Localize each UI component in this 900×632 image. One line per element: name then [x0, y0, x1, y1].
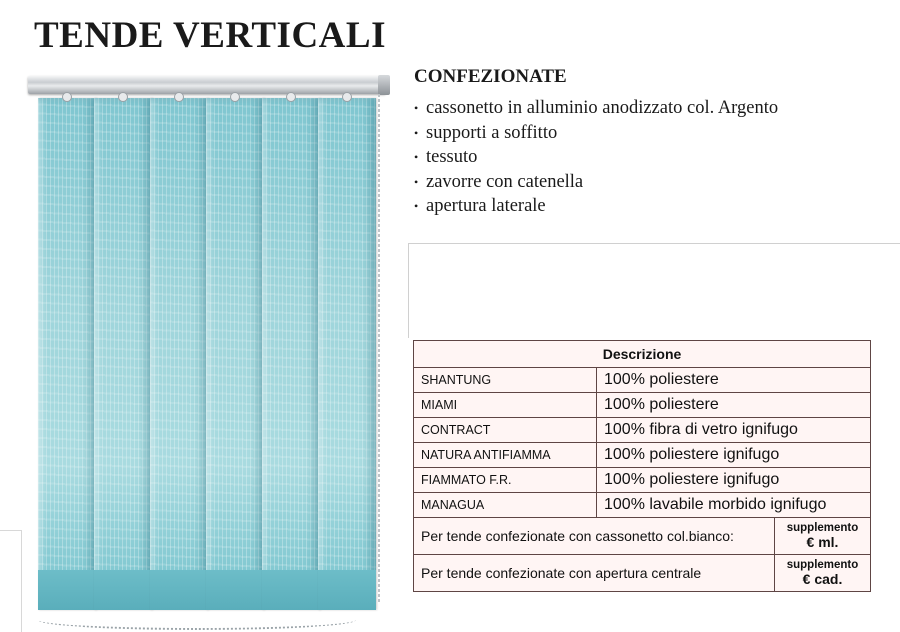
table-header: Descrizione [414, 341, 871, 368]
table-row [414, 368, 871, 393]
feature-list [414, 96, 778, 219]
table-row [414, 393, 871, 418]
fabric-description: 100% poliestere ignifugo [597, 443, 871, 468]
fabric-description: 100% poliestere [597, 368, 871, 393]
page-title: TENDE VERTICALI [34, 15, 386, 56]
blank-frame [408, 243, 900, 338]
table-row [414, 443, 871, 468]
feature-text: apertura laterale [426, 196, 546, 217]
fabric-description: 100% lavabile morbido ignifugo [597, 493, 871, 518]
bottom-chain [38, 610, 356, 630]
blind-slat [150, 98, 208, 610]
fabric-table [413, 340, 871, 592]
slat-hook [230, 92, 240, 102]
slat-hook [118, 92, 128, 102]
corner-frame [0, 530, 22, 632]
supplement-unit: € ml. [806, 533, 839, 550]
bullet-icon: • [414, 125, 419, 140]
slat-hook [342, 92, 352, 102]
fabric-description: 100% fibra di vetro ignifugo [597, 418, 871, 443]
fabric-name: CONTRACT [414, 418, 597, 443]
feature-text: cassonetto in alluminio anodizzato col. Argento [426, 98, 779, 118]
supplement-cell [775, 518, 871, 555]
feature-item [414, 145, 778, 170]
fabric-description: 100% poliestere ignifugo [597, 468, 871, 493]
fabric-name: SHANTUNG [414, 368, 597, 393]
supplement-label: supplemento [786, 558, 859, 571]
fabric-name: NATURA ANTIFIAMMA [414, 443, 597, 468]
section-heading: CONFEZIONATE [414, 66, 567, 87]
headrail-cap [378, 75, 390, 95]
slat-hook [286, 92, 296, 102]
bullet-icon: • [414, 101, 419, 115]
blind-slat [262, 98, 320, 610]
feature-item [414, 96, 778, 121]
slat-hook [62, 92, 72, 102]
feature-text: supporti a soffitto [426, 122, 558, 143]
feature-item [414, 194, 778, 219]
bullet-icon: • [414, 150, 419, 165]
fabric-description: 100% poliestere [597, 393, 871, 418]
blind-slat [318, 98, 376, 610]
slat-hook [174, 92, 184, 102]
blind-slat [38, 98, 96, 610]
fabric-name: MIAMI [414, 393, 597, 418]
table-header-row [414, 341, 871, 368]
supplement-note: Per tende confezionate con apertura centrale [414, 555, 775, 592]
feature-item [414, 170, 778, 195]
supplement-row [414, 518, 871, 555]
supplement-row [414, 555, 871, 592]
blind-slat [206, 98, 264, 610]
control-cord [378, 94, 380, 604]
vertical-blind-image [28, 76, 388, 632]
table-row [414, 418, 871, 443]
supplement-label: supplemento [786, 521, 859, 534]
bullet-icon: • [414, 199, 419, 214]
feature-item [414, 121, 778, 146]
supplement-cell [775, 555, 871, 592]
feature-text: zavorre con catenella [426, 171, 584, 192]
supplement-unit: € cad. [802, 570, 843, 587]
blind-slat [94, 98, 152, 610]
table-row [414, 468, 871, 493]
table-row [414, 493, 871, 518]
feature-text: tessuto [426, 147, 478, 168]
supplement-note: Per tende confezionate con cassonetto col.bianco: [414, 518, 775, 555]
fabric-name: FIAMMATO F.R. [414, 468, 597, 493]
bullet-icon: • [414, 174, 419, 189]
fabric-name: MANAGUA [414, 493, 597, 518]
headrail [28, 76, 386, 94]
